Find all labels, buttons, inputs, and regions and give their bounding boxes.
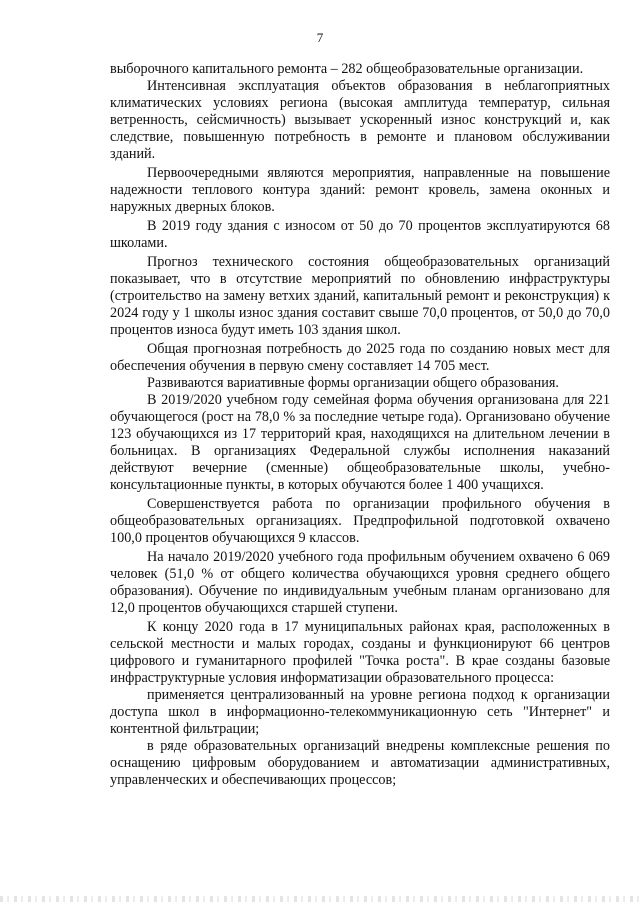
paragraph: В 2019 году здания с износом от 50 до 70 процентов эксплуатируются 68 школами.: [110, 218, 610, 251]
list-item: применяется централизованный на уровне региона подход к организации доступа школ в информационно-телекоммуникационную сеть "Интернет" и контентной фильтрации;: [110, 687, 610, 737]
paragraph: Первоочередными являются мероприятия, направленные на повышение надежности теплового контура зданий: ремонт кровель, замена оконных и наружных дверных блоков.: [110, 165, 610, 215]
page-number: 7: [316, 30, 324, 45]
document-body: [110, 61, 610, 789]
paragraph: В 2019/2020 учебном году семейная форма обучения организована для 221 обучающегося (рост на 78,0 % за последние четыре года). Организовано обучение 123 обучающихся из 17 территорий края, находящихся на длительном лечении в больницах. В организациях Федеральной службы исполнения наказаний действуют вечерние (сменные) общеобразовательные школы, учебно-консультационные пункты, в которых обучаются более 1 400 учащихся.: [110, 392, 610, 493]
list-item: в ряде образовательных организаций внедрены комплексные решения по оснащению цифровым оборудованием и автоматизации административных, управленческих и обеспечивающих процессов;: [110, 738, 610, 788]
paragraph: Совершенствуется работа по организации профильного обучения в общеобразовательных организациях. Предпрофильной подготовкой охвачено 100,0 процентов обучающихся 9 классов.: [110, 496, 610, 546]
paragraph: Интенсивная эксплуатация объектов образования в неблагоприятных климатических условиях региона (высокая амплитуда температур, сильная ветренность, сейсмичность) вызывает ускоренный износ конструкций и, как следствие, повышенную потребность в ремонте и плановом обслуживании зданий.: [110, 78, 610, 162]
paragraph: Развиваются вариативные формы организации общего образования.: [147, 375, 559, 391]
paragraph: Прогноз технического состояния общеобразовательных организаций показывает, что в отсутствие мероприятий по обновлению инфраструктуры (строительство на замену ветхих зданий, капитальный ремонт и реконструкция) к 2024 году у 1 школы износ здания составит свыше 70,0 процентов, от 50,0 до 70,0 процентов износа будут иметь 103 здания школ.: [110, 254, 610, 338]
paragraph: На начало 2019/2020 учебного года профильным обучением охвачено 6 069 человек (51,0 % от общего количества обучающихся уровня среднего общего образования). Обучение по индивидуальным учебным планам организовано для 12,0 процентов обучающихся старшей ступени.: [110, 549, 610, 616]
scan-edge-artifact: [0, 896, 640, 902]
paragraph: К концу 2020 года в 17 муниципальных районах края, расположенных в сельской местности и малых городах, созданы и функционируют 66 центров цифрового и гуманитарного профилей "Точка роста". В крае созданы базовые инфраструктурные условия информатизации образовательного процесса:: [110, 619, 610, 686]
paragraph: Общая прогнозная потребность до 2025 года по созданию новых мест для обеспечения обучения в первую смену составляет 14 705 мест.: [110, 341, 610, 374]
paragraph-continuation: выборочного капитального ремонта – 282 общеобразовательные организации.: [110, 61, 584, 77]
